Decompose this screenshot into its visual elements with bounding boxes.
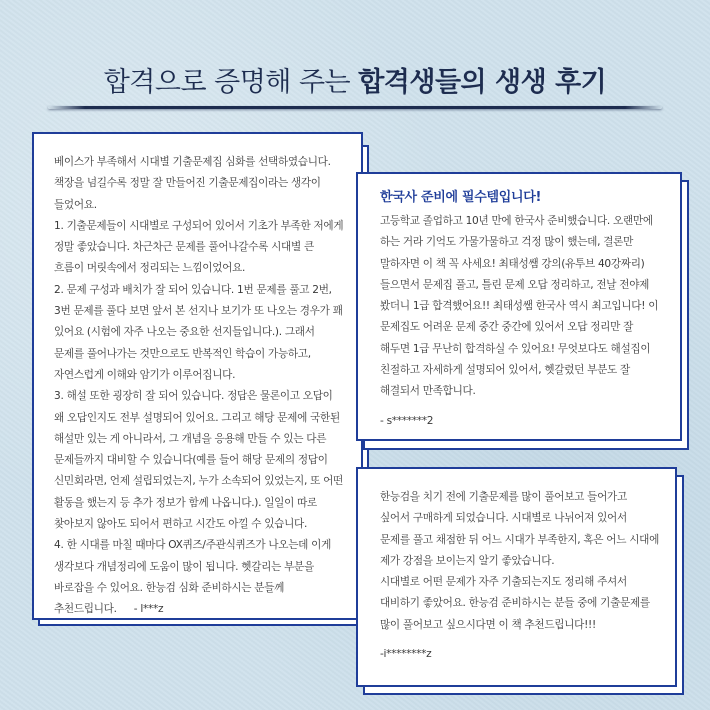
review-1-paragraph: 1. 기출문제들이 시대별로 구성되어 있어서 기초가 부족한 저에게 정말 좋았습니다. 차근차근 문제를 풀어나갈수록 시대별 큰 흐름이 머릿속에서 정리되는 느낌이었어요. [54, 219, 344, 275]
title-underline [48, 106, 662, 109]
review-card-2 [356, 172, 682, 441]
page-title-bold: 합격생들의 생생 후기 [358, 67, 607, 98]
page-title [0, 60, 710, 99]
review-2-heading: 한국사 준비에 필수템입니다! [380, 190, 542, 205]
review-1-paragraph: 베이스가 부족해서 시대별 기출문제집 심화를 선택하였습니다. 책장을 넘길수록 정말 잘 만들어진 기출문제집이라는 생각이 들었어요. [54, 156, 331, 211]
review-3-signature: -i********z [380, 648, 432, 661]
review-2-paragraph: 고등학교 졸업하고 10년 만에 한국사 준비했습니다. 오랜만에 하는 거라 기억도 가물가물하고 걱정 많이 했는데, 결론만 말하자면 이 책 꼭 사세요! 최태성쌤 강의(유투브 40강짜리) 들으면서 문제집 풀고, 틀린 문제 오답 정리하고, 전날 전야제 봤더니 1급 합격했어요!! 최태성쌤 한국사 역시 최고입니다! 이 문제집도 어려운 문제 중간 중간에 있어서 오답 정리만 잘 해두면 1급 무난히 합격하실 수 있어요! 무엇보다도 해설집이 친절하고 자세하게 설명되어 있어서, 헷갈렸던 부분도 잘 해결되서 만족합니다. [380, 215, 659, 398]
review-card-3 [356, 467, 677, 687]
page-title-light: 합격으로 증명해 주는 [103, 67, 359, 98]
review-card-1 [32, 132, 363, 620]
review-1-paragraph: 2. 문제 구성과 배치가 잘 되어 있습니다. 1번 문제를 풀고 2번, 3번 문제를 풀다 보면 앞서 본 선지나 보기가 또 나오는 경우가 꽤 있어요 (시험에 자주 나오는 중요한 선지들입니다.). 그래서 문제를 풀어나가는 것만으로도 반복적인 학습이 가능하고, 자연스럽게 이해와 암기가 이루어집니다. [54, 283, 343, 381]
review-2-signature: - s*******2 [380, 414, 434, 427]
review-1-paragraph: 4. 한 시대를 마칠 때마다 OX퀴즈/주관식퀴즈가 나오는데 이게 생각보다 개념정리에 도움이 많이 됩니다. 헷갈리는 부분을 바로잡을 수 있어요. 한능검 심화 준비하시는 분들께 추천드립니다. [54, 539, 332, 616]
review-1-signature: - l***z [133, 603, 164, 616]
review-3-paragraph: 한능검을 치기 전에 기출문제를 많이 풀어보고 들어가고 싶어서 구매하게 되었습니다. 시대별로 나뉘어져 있어서 문제를 풀고 채점한 뒤 어느 시대가 부족한지, 혹은 어느 시대에 제가 강점을 보이는지 알기 좋았습니다. [380, 491, 660, 567]
review-1-paragraph: 3. 해설 또한 굉장히 잘 되어 있습니다. 정답은 물론이고 오답이 왜 오답인지도 전부 설명되어 있어요. 그리고 해당 문제에 국한된 해설만 있는 게 아니라서, 그 개념을 응용해 만들 수 있는 다른 문제들까지 대비할 수 있습니다(예를 들어 해당 문제의 정답이 신민회라면, 언제 설립되었는지, 누가 소속되어 있었는지, 또 어떤 활동을 했는지 등 추가 정보가 함께 나옵니다.). 일일이 따로 찾아보지 않아도 되어서 편하고 시간도 아낄 수 있습니다. [54, 390, 343, 531]
review-3-paragraph: 시대별로 어떤 문제가 자주 기출되는지도 정리해 주셔서 대비하기 좋았어요. 한능검 준비하시는 분들 중에 기출문제를 많이 풀어보고 싶으시다면 이 책 추천드립니다!!! [380, 576, 650, 631]
